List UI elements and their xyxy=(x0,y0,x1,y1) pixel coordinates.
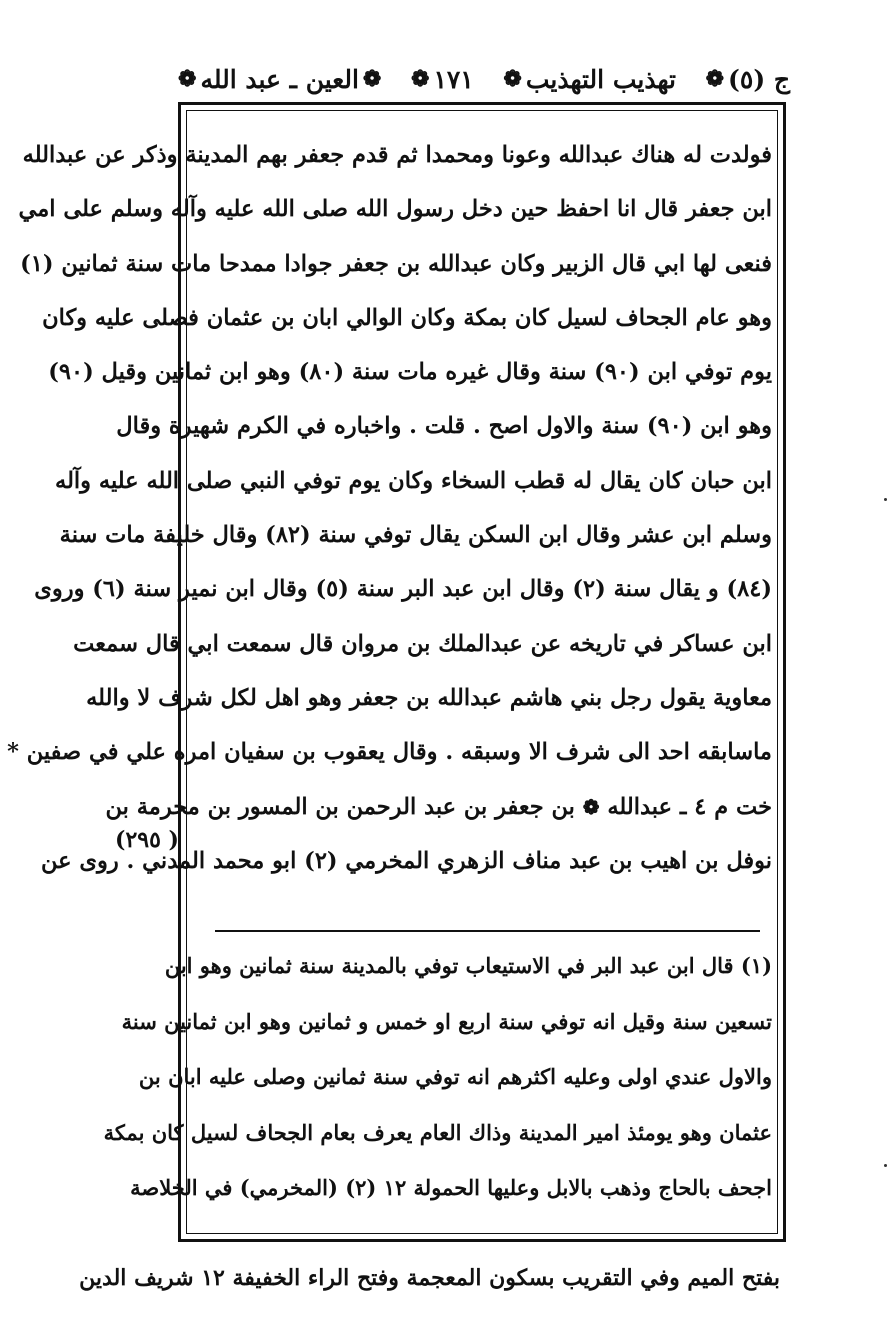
text-line: ابن عساكر في تاريخه عن عبدالملك بن مروان قال سمعت ابي قال سمعت xyxy=(73,630,772,657)
header-volume xyxy=(706,65,790,94)
floral-ornament-icon: ❁ xyxy=(411,66,430,92)
entry-sigla: خت م ٤ xyxy=(694,793,772,820)
header-page-number xyxy=(411,65,474,94)
entry-heading-line xyxy=(105,780,772,834)
text-line: فنعى لها ابي قال الزبير وكان عبدالله بن جعفر جوادا ممدحا مات سنة ثمانين (١) xyxy=(20,250,772,277)
scan-speck xyxy=(884,498,887,501)
text-line: ابن جعفر قال انا احفظ حين دخل رسول الله صلى الله عليه وآله وسلم على امي xyxy=(18,196,772,223)
text-line: يوم توفي ابن (٩٠) سنة وقال غيره مات سنة (٨٠) وهو ابن ثمانين وقيل (٩٠) xyxy=(48,359,772,386)
entry-name: عبدالله xyxy=(607,793,673,820)
entry-rest: بن جعفر بن عبد الرحمن بن المسور بن مخرمة بن xyxy=(105,793,575,820)
text-line: فولدت له هناك عبدالله وعونا ومحمدا ثم قدم جعفر بهم المدينة وذكر عن عبدالله xyxy=(22,142,772,168)
footnote-line: (١) قال ابن عبد البر في الاستيعاب توفي بالمدينة سنة ثمانين وهو ابن xyxy=(164,953,772,978)
running-header xyxy=(178,58,790,100)
footnote-line: عثمان وهو يومئذ امير المدينة وذاك العام يعرف بعام الجحاف لسيل كان بمكة xyxy=(103,1119,772,1145)
page-number: ١٧١ xyxy=(433,64,474,94)
footnote-line: تسعين سنة وقيل انه توفي سنة اربع او خمس و ثمانين وهو ابن ثمانين سنة xyxy=(121,1008,772,1034)
volume-label: ج (٥) xyxy=(728,64,790,94)
entry-dash: ـ xyxy=(679,793,687,820)
text-line: نوفل بن اهيب بن عبد مناف الزهري المخرمي (٢) ابو محمد المدني . روى عن xyxy=(40,847,772,874)
header-book-title xyxy=(503,65,676,94)
text-line: (٨٤) و يقال سنة (٢) وقال ابن عبد البر سنة (٥) وقال ابن نمير سنة (٦) وروى xyxy=(34,576,772,603)
floral-ornament-icon: ❁ xyxy=(582,794,600,819)
footnote-line: والاول عندي اولى وعليه اكثرهم انه توفي سنة ثمانين وصلى عليه ابان بن xyxy=(138,1064,772,1089)
text-line: وسلم ابن عشر وقال ابن السكن يقال توفي سنة (٨٢) وقال خليفة مات سنة xyxy=(59,522,772,549)
footnote-continuation: بفتح الميم وفي التقريب بسكون المعجمة وفتح الراء الخفيفة ١٢ شريف الدين xyxy=(79,1265,780,1291)
text-line: ابن حبان كان يقال له قطب السخاء وكان يوم توفي النبي صلى الله عليه وآله xyxy=(55,467,772,494)
text-line: ماسابقه احد الى شرف الا وسبقه . وقال يعقوب بن سفيان امره علي في صفين * xyxy=(7,739,772,766)
book-title: تهذيب التهذيب xyxy=(525,64,676,94)
floral-ornament-icon: ❁ xyxy=(503,66,522,92)
floral-ornament-icon: ❁ xyxy=(178,66,197,92)
header-section xyxy=(178,65,381,94)
text-line: وهو ابن (٩٠) سنة والاول اصح . قلت . واخباره في الكرم شهيرة وقال xyxy=(116,413,772,440)
floral-ornament-icon: ❁ xyxy=(362,66,382,92)
footnotes xyxy=(103,938,772,1216)
margin-entry-number: ( ٢٩٥) xyxy=(115,827,179,853)
footnote-line: اجحف بالحاج وذهب بالابل وعليها الحمولة ١٢ (٢) (المخرمي) في الخلاصة xyxy=(130,1175,772,1200)
floral-ornament-icon: ❁ xyxy=(705,66,725,92)
text-line: وهو عام الجحاف لسيل كان بمكة وكان الوالي ابان بن عثمان فصلى عليه وكان xyxy=(42,304,772,331)
text-line: معاوية يقول رجل بني هاشم عبدالله بن جعفر وهو اهل لكل شرف لا والله xyxy=(86,684,772,711)
scan-speck xyxy=(884,1164,887,1167)
footnote-separator xyxy=(215,930,760,932)
section-title: العين ـ عبد الله xyxy=(200,64,359,94)
